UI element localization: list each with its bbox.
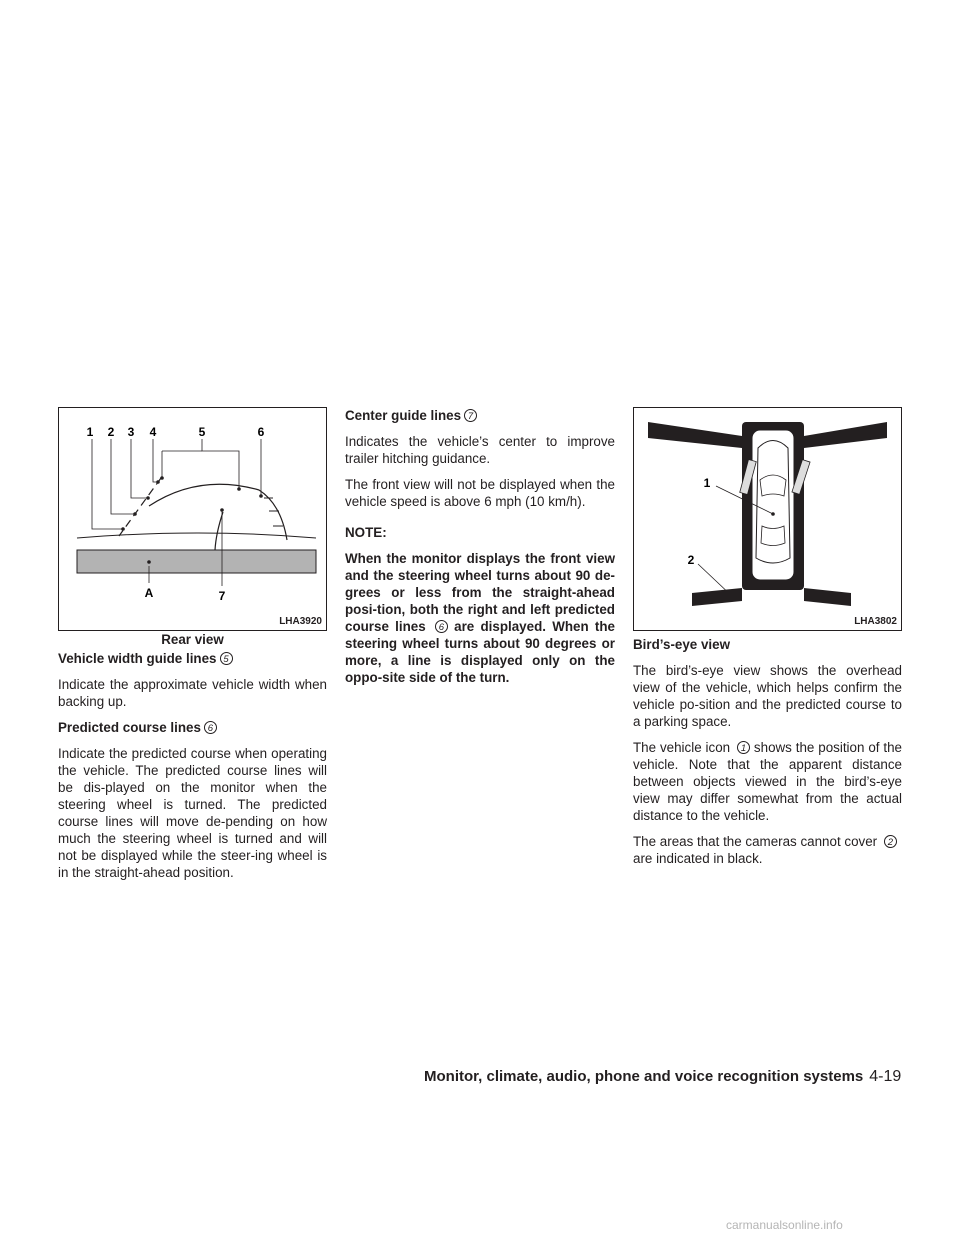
circled-number: 2 [884, 835, 897, 848]
heading-birds-eye-view: Bird’s-eye view [633, 637, 731, 652]
birds-callout-2: 2 [687, 553, 695, 567]
paragraph: The vehicle icon 1 shows the position of the vehicle. Note that the apparent distance between objects viewed in the bird’s-eye view may differ somewhat from the actual distance to the vehicle. [633, 740, 902, 823]
heading-vehicle-width-guide-lines: Vehicle width guide lines 5 [58, 650, 327, 667]
paragraph: The front view will not be displayed when the vehicle speed is above 6 mph (10 km/h). [345, 477, 615, 509]
watermark: carmanualsonline.info [726, 1218, 843, 1232]
page-number: 4-19 [869, 1068, 902, 1085]
rear-callout-2: 2 [107, 425, 115, 439]
rear-view-caption: Rear view [161, 632, 224, 647]
section-title: Monitor, climate, audio, phone and voice recognition systems [424, 1068, 864, 1085]
page-footer [424, 1068, 901, 1086]
rear-callout-6: 6 [257, 425, 265, 439]
rear-view-figure [58, 407, 327, 631]
rear-callout-1: 1 [86, 425, 94, 439]
paragraph: Indicates the vehicle’s center to improve trailer hitching guidance. [345, 434, 615, 466]
rear-callout-A: A [144, 586, 154, 600]
birds-figure-id: LHA3802 [854, 616, 897, 627]
birds-eye-figure [633, 407, 902, 631]
column-1 [58, 650, 327, 890]
column-2 [345, 407, 615, 695]
heading-predicted-course-lines: Predicted course lines 6 [58, 719, 327, 736]
rear-figure-id: LHA3920 [279, 616, 322, 627]
circled-number: 7 [464, 409, 477, 422]
rear-view-diagram [59, 408, 326, 630]
paragraph: Indicate the approximate vehicle width when backing up. [58, 677, 327, 709]
column-3 [633, 636, 902, 876]
note-heading: NOTE: [345, 525, 387, 540]
rear-callout-7: 7 [218, 589, 226, 603]
rear-callout-4: 4 [149, 425, 157, 439]
rear-callout-3: 3 [127, 425, 135, 439]
paragraph: The bird’s-eye view shows the overhead view of the vehicle, which helps confirm the vehicle po-sition and the predicted course to a parking space. [633, 663, 902, 729]
circled-number: 5 [220, 652, 233, 665]
birds-eye-diagram [634, 408, 901, 630]
birds-callout-1: 1 [703, 476, 711, 490]
circled-number: 6 [204, 721, 217, 734]
paragraph: Indicate the predicted course when operating the vehicle. The predicted course lines will be dis-played on the monitor when the steering wheel is turned. The predicted course lines will move de-pending on how much the steering wheel is turned and will not be displayed while the steer-ing wheel is in the straight-ahead position. [58, 746, 327, 880]
circled-number: 1 [737, 741, 750, 754]
heading-center-guide-lines: Center guide lines 7 [345, 407, 615, 424]
paragraph: The areas that the cameras cannot cover 2 are indicated in black. [633, 833, 902, 867]
note-text: When the monitor displays the front view and the steering wheel turns about 90 de-grees or less from the straight-ahead posi-tion, both the right and left predicted course lines 6 are displayed. When the steering wheel turns about 90 degrees or more, a line is displayed only on the oppo-site side of the turn. [345, 551, 615, 685]
rear-callout-5: 5 [198, 425, 206, 439]
circled-number: 6 [435, 620, 448, 633]
